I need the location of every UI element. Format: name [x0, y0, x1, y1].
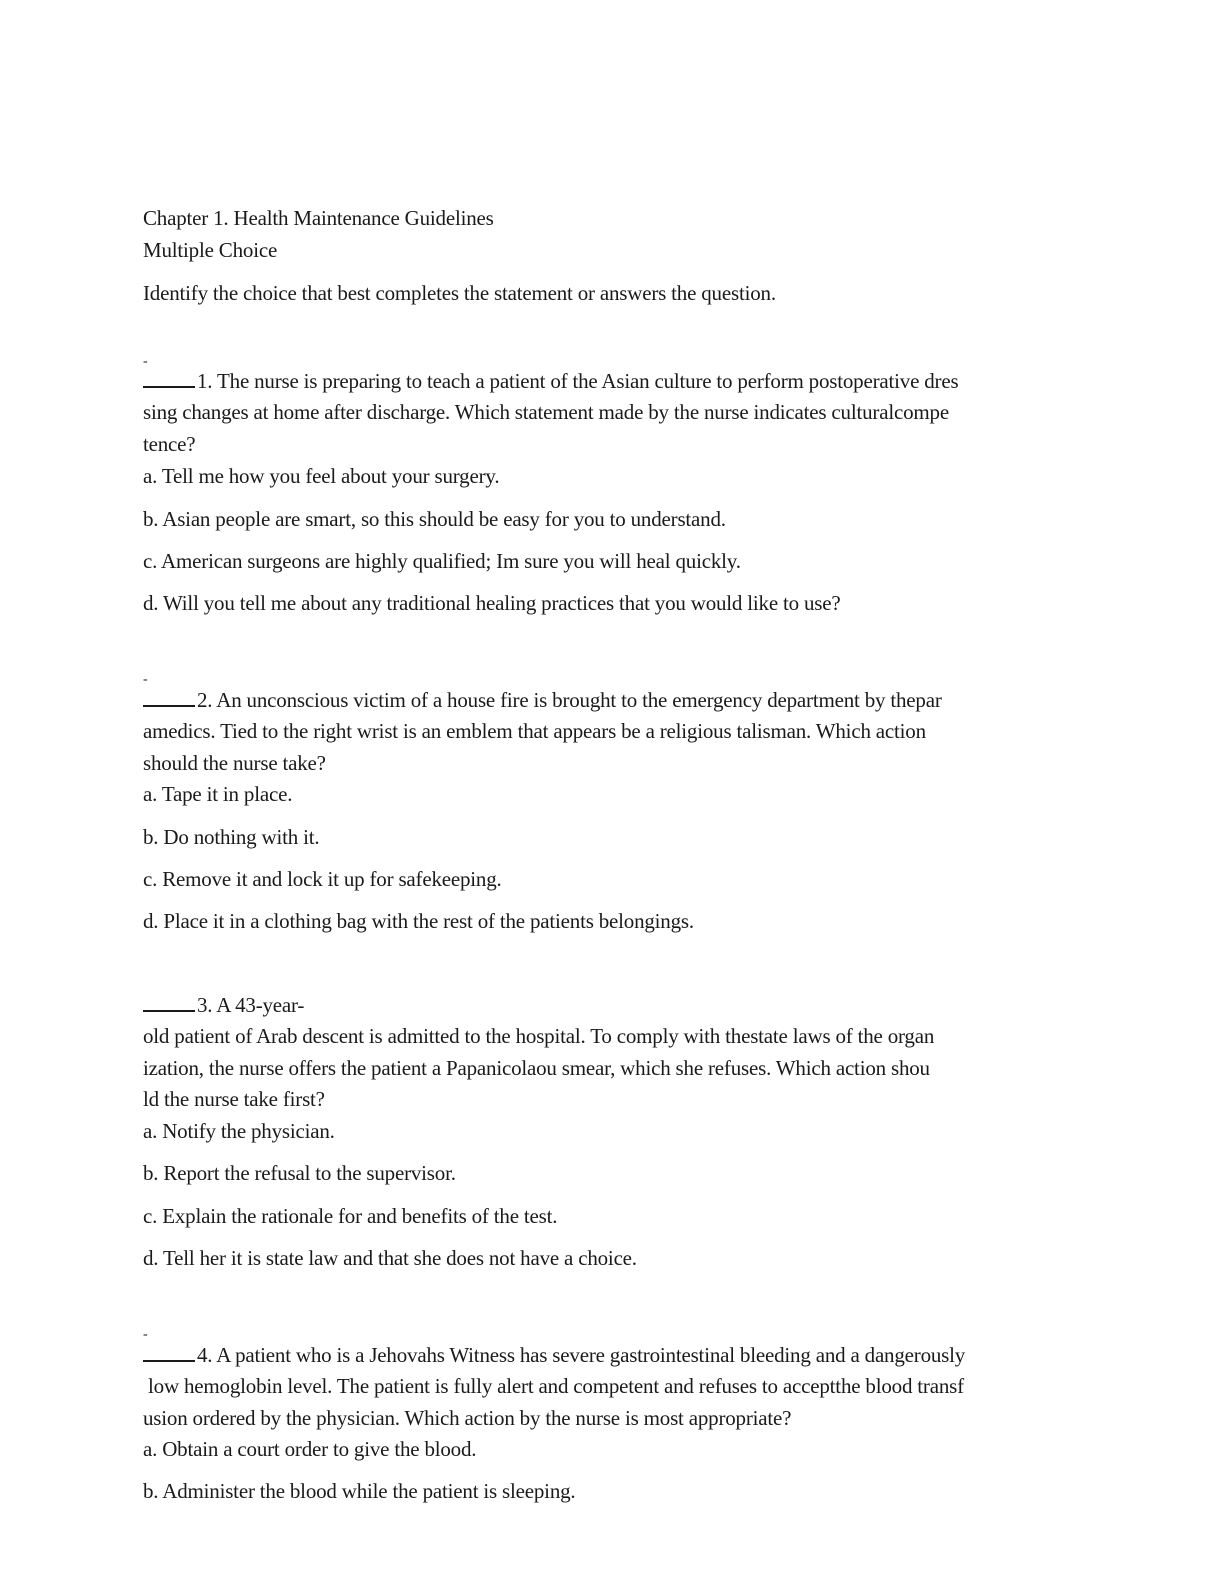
- question-stem-line: [143, 687, 942, 713]
- answer-option: d. Place it in a clothing bag with the rest of the patients belongings.: [143, 909, 694, 933]
- question-stem-line: [143, 1342, 965, 1368]
- answer-option: c. Explain the rationale for and benefits of the test.: [143, 1204, 558, 1228]
- section-type: Multiple Choice: [143, 238, 278, 262]
- question-stem-line: [143, 368, 958, 394]
- question-stem-line: low hemoglobin level. The patient is fully alert and competent and refuses to acceptthe blood transf: [143, 1374, 964, 1398]
- question-stem-line: old patient of Arab descent is admitted to the hospital. To comply with thestate laws of the organ: [143, 1024, 935, 1048]
- answer-option: a. Tape it in place.: [143, 782, 293, 806]
- chapter-title: Chapter 1. Health Maintenance Guidelines: [143, 206, 494, 230]
- answer-option: b. Report the refusal to the supervisor.: [143, 1161, 456, 1185]
- answer-option: d. Tell her it is state law and that she does not have a choice.: [143, 1246, 637, 1270]
- answer-blank[interactable]: [143, 992, 195, 1012]
- answer-option: a. Obtain a court order to give the blood.: [143, 1437, 477, 1461]
- answer-blank[interactable]: [143, 1342, 195, 1362]
- answer-option: b. Administer the blood while the patient is sleeping.: [143, 1479, 576, 1503]
- question-text: 3. A 43-year-: [197, 993, 305, 1017]
- answer-option: c. Remove it and lock it up for safekeeping.: [143, 867, 502, 891]
- answer-option: b. Asian people are smart, so this should be easy for you to understand.: [143, 507, 726, 531]
- question-marker: -: [143, 672, 148, 687]
- question-text: 4. A patient who is a Jehovahs Witness has severe gastrointestinal bleeding and a dangerously: [197, 1343, 966, 1367]
- answer-option: b. Do nothing with it.: [143, 825, 320, 849]
- answer-blank[interactable]: [143, 368, 195, 388]
- question-stem-line: tence?: [143, 432, 196, 456]
- instructions: Identify the choice that best completes the statement or answers the question.: [143, 281, 776, 305]
- question-text: 1. The nurse is preparing to teach a patient of the Asian culture to perform postoperative dres: [197, 369, 959, 393]
- question-marker: -: [143, 1327, 148, 1342]
- question-stem-line: should the nurse take?: [143, 751, 326, 775]
- answer-blank[interactable]: [143, 687, 195, 707]
- answer-option: c. American surgeons are highly qualified; Im sure you will heal quickly.: [143, 549, 741, 573]
- question-stem-line: ization, the nurse offers the patient a Papanicolaou smear, which she refuses. Which action shou: [143, 1056, 930, 1080]
- answer-option: d. Will you tell me about any traditional healing practices that you would like to use?: [143, 591, 841, 615]
- answer-option: a. Tell me how you feel about your surgery.: [143, 464, 500, 488]
- question-text: 2. An unconscious victim of a house fire is brought to the emergency department by thepar: [197, 688, 942, 712]
- question-stem-line: sing changes at home after discharge. Which statement made by the nurse indicates culturalcompe: [143, 400, 949, 424]
- question-stem-line: usion ordered by the physician. Which action by the nurse is most appropriate?: [143, 1406, 792, 1430]
- answer-option: a. Notify the physician.: [143, 1119, 335, 1143]
- question-stem-line: [143, 992, 304, 1018]
- question-marker: -: [143, 354, 148, 369]
- question-stem-line: amedics. Tied to the right wrist is an emblem that appears be a religious talisman. Which action: [143, 719, 926, 743]
- question-stem-line: ld the nurse take first?: [143, 1087, 325, 1111]
